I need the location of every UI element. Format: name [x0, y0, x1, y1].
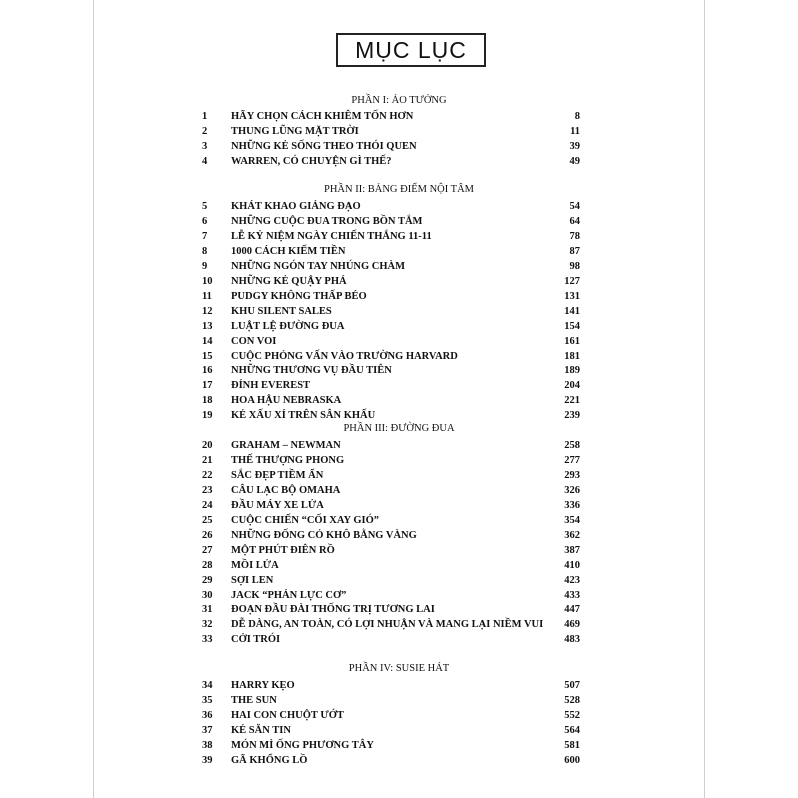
- page-number: 293: [564, 469, 580, 481]
- toc-entry[interactable]: [0, 109, 798, 124]
- chapter-number: 14: [202, 335, 213, 347]
- chapter-title: SẮC ĐẸP TIỀM ẨN: [231, 469, 324, 481]
- chapter-number: 22: [202, 469, 213, 481]
- toc-entry[interactable]: [0, 632, 798, 647]
- chapter-title: NHỮNG ĐỐNG CỎ KHÔ BẰNG VÀNG: [231, 529, 417, 541]
- chapter-number: 38: [202, 739, 213, 751]
- toc-entry[interactable]: [0, 558, 798, 573]
- chapter-number: 24: [202, 499, 213, 511]
- page-number: 87: [569, 245, 580, 257]
- page-number: 423: [564, 574, 580, 586]
- chapter-number: 34: [202, 680, 213, 691]
- chapter-title: LỄ KỶ NIỆM NGÀY CHIẾN THẮNG 11-11: [231, 230, 432, 242]
- chapter-title: KHÁT KHAO GIẢNG ĐẠO: [231, 201, 361, 212]
- toc-entry[interactable]: [0, 693, 798, 708]
- toc-entry[interactable]: [0, 617, 798, 632]
- toc-entry[interactable]: [0, 154, 798, 169]
- toc-entry[interactable]: [0, 289, 798, 304]
- page-number: 507: [564, 680, 580, 691]
- chapter-number: 25: [202, 514, 213, 526]
- chapter-title: THE SUN: [231, 694, 277, 706]
- page-title: MỤC LỤC: [336, 33, 486, 67]
- chapter-title: NHỮNG NGÓN TAY NHÚNG CHÀM: [231, 260, 406, 272]
- page-number: 552: [564, 709, 580, 721]
- chapter-number: 3: [202, 140, 208, 152]
- page-number: 581: [564, 739, 580, 751]
- toc-entry[interactable]: [0, 528, 798, 543]
- chapter-number: 8: [202, 245, 208, 257]
- toc-entry[interactable]: [0, 304, 798, 319]
- page-number: 564: [564, 724, 580, 736]
- chapter-title: WARREN, CÓ CHUYỆN GÌ THẾ?: [231, 155, 392, 167]
- toc-entry[interactable]: [0, 753, 798, 768]
- chapter-title: THẾ THƯỢNG PHONG: [231, 454, 345, 466]
- page-number: 433: [564, 589, 580, 601]
- chapter-title: HAI CON CHUỘT ƯỚT: [231, 709, 344, 721]
- page-number: 131: [564, 290, 580, 302]
- chapter-title: HOA HẬU NEBRASKA: [231, 395, 342, 407]
- toc-entry[interactable]: [0, 124, 798, 139]
- chapter-title: NHỮNG THƯƠNG VỤ ĐẦU TIÊN: [231, 365, 392, 377]
- chapter-title: MỒI LỬA: [231, 559, 279, 571]
- page-number: 8: [574, 111, 580, 122]
- page-number: 483: [564, 634, 580, 646]
- page-number: 189: [564, 365, 580, 377]
- chapter-title: HARRY KẸO: [231, 680, 295, 691]
- toc-entry[interactable]: [0, 738, 798, 753]
- toc-entry[interactable]: [0, 393, 798, 408]
- toc-entry[interactable]: [0, 408, 798, 423]
- toc-entry[interactable]: [0, 708, 798, 723]
- chapter-number: 39: [202, 754, 213, 766]
- chapter-title: NHỮNG KẺ QUẬY PHÁ: [231, 275, 347, 287]
- chapter-number: 2: [202, 125, 208, 137]
- chapter-title: ĐỈNH EVEREST: [231, 380, 311, 392]
- chapter-title: CUỘC CHIẾN “CỐI XAY GIÓ”: [231, 514, 379, 526]
- toc-entry[interactable]: [0, 139, 798, 154]
- chapter-title: CUỘC PHỎNG VẤN VÀO TRƯỜNG HARVARD: [231, 350, 458, 362]
- chapter-title: KHU SILENT SALES: [231, 305, 332, 317]
- chapter-number: 10: [202, 275, 213, 287]
- chapter-number: 7: [202, 230, 208, 242]
- toc-entry[interactable]: [0, 723, 798, 738]
- chapter-title: NHỮNG CUỘC ĐUA TRONG BỒN TẮM: [231, 215, 423, 227]
- chapter-number: 5: [202, 201, 208, 212]
- chapter-number: 29: [202, 574, 213, 586]
- chapter-title: GÃ KHỔNG LỒ: [231, 754, 308, 766]
- section-heading: PHẦN IV: SUSIE HÁT: [348, 663, 450, 674]
- chapter-title: 1000 CÁCH KIẾM TIỀN: [231, 245, 346, 257]
- toc-entry[interactable]: [0, 378, 798, 393]
- page-number: 336: [564, 499, 580, 511]
- page-number: 354: [564, 514, 580, 526]
- chapter-number: 1: [202, 111, 208, 122]
- chapter-number: 28: [202, 559, 213, 571]
- chapter-number: 37: [202, 724, 213, 736]
- page-number: 362: [564, 529, 580, 541]
- chapter-number: 6: [202, 215, 208, 227]
- page-number: 469: [564, 619, 580, 631]
- page-number: 600: [564, 754, 580, 766]
- chapter-number: 16: [202, 365, 213, 377]
- toc-entry[interactable]: [0, 259, 798, 274]
- toc-entry[interactable]: [0, 214, 798, 229]
- page-number: 154: [564, 320, 580, 332]
- toc-entry[interactable]: [0, 274, 798, 289]
- chapter-number: 20: [202, 440, 213, 451]
- chapter-number: 12: [202, 305, 213, 317]
- chapter-title: MÓN MÌ ỐNG PHƯƠNG TÂY: [231, 739, 374, 751]
- chapter-title: CỞI TRÓI: [231, 634, 281, 646]
- chapter-title: DỄ DÀNG, AN TOÀN, CÓ LỢI NHUẬN VÀ MANG LẠI NIỀM VUI: [231, 619, 544, 631]
- chapter-number: 23: [202, 484, 213, 496]
- toc-entry[interactable]: [0, 229, 798, 244]
- chapter-number: 33: [202, 634, 213, 646]
- chapter-title: CON VOI: [231, 335, 277, 347]
- page-number: 221: [564, 395, 580, 407]
- page-number: 54: [569, 201, 580, 212]
- chapter-number: 31: [202, 604, 213, 616]
- chapter-number: 17: [202, 380, 213, 392]
- toc-entry[interactable]: [0, 349, 798, 364]
- page-number: 127: [564, 275, 580, 287]
- chapter-title: NHỮNG KẺ SỐNG THEO THÓI QUEN: [231, 140, 417, 152]
- chapter-number: 11: [202, 290, 212, 302]
- chapter-number: 13: [202, 320, 213, 332]
- chapter-title: SỢI LEN: [231, 574, 274, 586]
- chapter-title: HÃY CHỌN CÁCH KHIÊM TỐN HƠN: [231, 111, 414, 122]
- chapter-title: THUNG LŨNG MẶT TRỜI: [231, 125, 359, 137]
- toc-entry[interactable]: [0, 498, 798, 513]
- page-number: 204: [564, 380, 580, 392]
- page-number: 161: [564, 335, 580, 347]
- page-number: 410: [564, 559, 580, 571]
- chapter-number: 15: [202, 350, 213, 362]
- chapter-number: 32: [202, 619, 213, 631]
- toc-entry[interactable]: [0, 602, 798, 617]
- chapter-number: 27: [202, 544, 213, 556]
- toc-entry[interactable]: [0, 363, 798, 378]
- toc-entry[interactable]: [0, 319, 798, 334]
- page-number: 39: [569, 140, 580, 152]
- chapter-title: KẺ SĂN TIN: [231, 724, 291, 736]
- toc-entry[interactable]: [0, 678, 798, 693]
- section-heading: PHẦN II: BẢNG ĐIỂM NỘI TÂM: [323, 184, 474, 195]
- toc-entry[interactable]: [0, 483, 798, 498]
- page-number: 98: [569, 260, 580, 272]
- toc-entry[interactable]: [0, 334, 798, 349]
- chapter-title: PUDGY KHÔNG THẤP BÉO: [231, 290, 367, 302]
- chapter-number: 4: [202, 155, 208, 167]
- chapter-title: CÂU LẠC BỘ OMAHA: [231, 484, 341, 496]
- chapter-number: 21: [202, 454, 213, 466]
- page-number: 141: [564, 305, 580, 317]
- chapter-title: JACK “PHẢN LỰC CƠ”: [231, 589, 347, 601]
- page-number: 277: [564, 454, 580, 466]
- page-number: 239: [564, 410, 580, 422]
- chapter-title: ĐẦU MÁY XE LỬA: [231, 499, 324, 511]
- chapter-number: 9: [202, 260, 208, 272]
- chapter-number: 30: [202, 589, 213, 601]
- page-number: 258: [564, 440, 580, 451]
- toc-entry[interactable]: [0, 453, 798, 468]
- page-number: 528: [564, 694, 580, 706]
- page-number: 49: [569, 155, 580, 167]
- toc-entry[interactable]: [0, 513, 798, 528]
- chapter-title: KẺ XẤU XÍ TRÊN SÂN KHẤU: [231, 410, 376, 422]
- page-number: 387: [564, 544, 580, 556]
- toc-entry[interactable]: [0, 468, 798, 483]
- toc-entry[interactable]: [0, 199, 798, 214]
- toc-entry[interactable]: [0, 438, 798, 453]
- section-heading: PHẦN I: ẢO TƯỞNG: [351, 95, 447, 106]
- chapter-number: 18: [202, 395, 213, 407]
- chapter-number: 19: [202, 410, 213, 422]
- toc-entry[interactable]: [0, 573, 798, 588]
- page-number: 64: [569, 215, 580, 227]
- chapter-number: 26: [202, 529, 213, 541]
- page-number: 326: [564, 484, 580, 496]
- toc-entry[interactable]: [0, 244, 798, 259]
- page-number: 78: [569, 230, 580, 242]
- chapter-title: LUẬT LỆ ĐƯỜNG ĐUA: [231, 320, 345, 332]
- chapter-number: 36: [202, 709, 213, 721]
- page-number: 447: [564, 604, 580, 616]
- page-number: 181: [564, 350, 580, 362]
- chapter-title: GRAHAM – NEWMAN: [231, 440, 341, 451]
- chapter-title: ĐOẠN ĐẦU ĐÀI THỐNG TRỊ TƯƠNG LAI: [231, 604, 435, 616]
- chapter-title: MỘT PHÚT ĐIÊN RỒ: [231, 544, 335, 556]
- toc-entry[interactable]: [0, 588, 798, 603]
- chapter-number: 35: [202, 694, 213, 706]
- toc-entry[interactable]: [0, 543, 798, 558]
- section-heading: PHẦN III: ĐƯỜNG ĐUA: [343, 423, 455, 434]
- page-number: 11: [570, 125, 580, 137]
